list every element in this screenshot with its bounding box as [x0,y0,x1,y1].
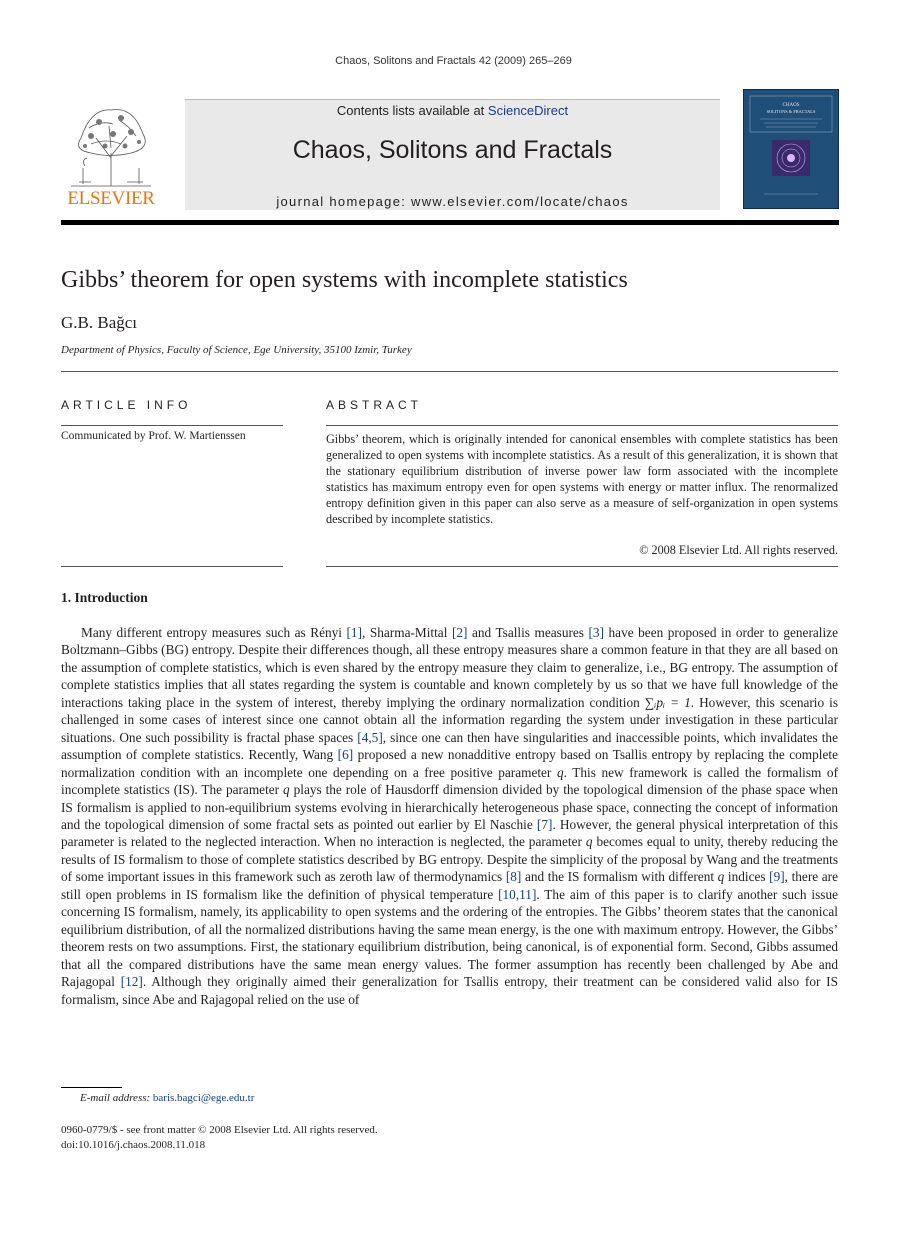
author-name: G.B. Bağcı [61,313,138,332]
introduction-heading: 1. Introduction [61,590,148,605]
body-text: . However, this scenario is challenged in some cases of interest since one cannot obtain all the information regarding the system under investigation in these particular situations. One such possibility is fractal phase spaces [61,694,839,745]
author-email-footnote [80,1092,254,1104]
parameter-q: q [283,782,290,798]
reference-link[interactable]: [8] [505,869,522,885]
elsevier-tree-icon [61,98,161,188]
cover-title-1: CHAOS [782,103,800,108]
body-text: . The aim of this paper is to clarify another such issue concerning IS formalism, namely, its applicability to open systems and the ordering of the entropies. The Gibbs’ theorem states that the canonical equilibrium distribution, of all the normalized distributions having the same mean energy, is the one with maximum entropy. However, the Gibbs’ theorem rests on two assumptions. First, the stationary equilibrium distribution, being canonical, is of exponential form. Second, Gibbs assumed that all the compared distributions have the same mean energy values. The former assumption has recently been challenged by Abe and Rajagopal [61,886,838,990]
normalization-formula: ∑ᵢpᵢ = 1 [644,694,691,710]
body-text: have been proposed in order to generalize Boltzmann–Gibbs (BG) entropy. Despite their differences though, all these entropy measures share a common feature in that they are all based on the assumption of complete statistics, which is even shared by the entropy measure they claim to generalize, i.e., BG entropy. The assumption of complete statistics implies that all states regarding the system is countable and known completely by us so that we have full knowledge of the interactions taking place in the system of interest, thereby implying the ordinary normalization condition [61,625,838,710]
author-affiliation: Department of Physics, Faculty of Science, Ege University, 35100 Izmir, Turkey [61,344,412,356]
reference-link[interactable]: [10,11] [498,886,537,902]
body-text: proposed a new nonadditive entropy based on Tsallis entropy by replacing the complete normalization condition with an incomplete one depending on a free positive parameter [61,747,838,780]
body-text: plays the role of Hausdorff dimension divided by the topological dimension of the phase space when IS formalism is applied to non-equilibrium systems evolving in hierarchically heterogeneous phase space, connecting the concept of information and the topological dimension of some fractal sets as pointed out earlier by El Naschie [61,782,838,832]
journal-cover-image[interactable] [743,89,839,209]
introduction-paragraph [61,624,838,1008]
body-text: , there are still open problems in IS formalism like the definition of physical temperature [61,869,838,902]
reference-link[interactable]: [1] [346,625,363,640]
masthead-divider [61,220,839,225]
parameter-q: q [556,764,564,780]
abstract-top-rule [326,425,838,426]
cover-artwork-icon [744,90,838,208]
article-info-bottom-rule [61,566,283,567]
cover-title-2: SOLITONS & FRACTALS [766,109,816,114]
reference-link[interactable]: [4,5] [357,729,383,745]
body-text: . This new framework is called the formalism of incomplete statistics (IS). The parameter [61,764,839,798]
abstract-text: Gibbs’ theorem, which is originally intended for canonical ensembles with complete statistics has been generalized to open systems with incomplete statistics. As a result of this generalization, it is shown that the stationary equilibrium distribution of inverse power law form associated with the incomplete statistics has maximum entropy even for open systems with energy or matter influx. The renormalized entropy definition given in this paper can also serve as a measure of self-organization in open systems described by incomplete statistics. [326,432,838,526]
body-text: . Although they originally aimed their generalization for Tsallis entropy, their treatment can be considered valid also for IS formalism, since Abe and Rajagopal relied on the use of [61,974,839,1007]
parameter-q: q [585,834,593,850]
article-info-top-rule [61,425,283,426]
reference-link[interactable]: [12] [120,974,143,990]
reference-link[interactable]: [6] [337,747,354,763]
journal-homepage-link[interactable]: journal homepage: www.elsevier.com/locate/chaos [276,194,629,209]
sciencedirect-link[interactable]: ScienceDirect [487,103,569,118]
author-email-link[interactable]: baris.bagci@ege.edu.tr [152,1092,255,1104]
elsevier-wordmark: ELSEVIER [67,188,155,209]
footnote-divider [61,1087,122,1088]
journal-title: Chaos, Solitons and Fractals [292,136,613,164]
body-text: Many different entropy measures such as Rényi [81,625,347,640]
reference-link[interactable]: [9] [769,869,785,885]
doi-line[interactable]: doi:10.1016/j.chaos.2008.11.018 [61,1139,206,1151]
body-text: becomes equal to unity, thereby reducing the results of IS formalism to those of complete statistics described by BG entropy. Despite the simplicity of the proposal by Wang and the treatments of some important issues in this framework such as zeroth law of thermodynamics [61,834,839,885]
body-text: . However, the general physical interpretation of this parameter is related to the neglected interaction. When no interaction is neglected, the parameter [61,816,838,850]
reference-link[interactable]: [3] [588,625,605,640]
title-divider [61,371,838,372]
communicated-by: Communicated by Prof. W. Martienssen [61,430,246,442]
issn-line: 0960-0779/$ - see front matter © 2008 Elsevier Ltd. All rights reserved. [61,1124,378,1136]
article-title: Gibbs’ theorem for open systems with incomplete statistics [61,267,628,293]
journal-masthead [185,99,720,210]
body-text: and the IS formalism with different [521,869,718,885]
contents-prefix: Contents lists available at [336,103,488,118]
abstract-bottom-rule [326,566,838,567]
email-label: E-mail address: [80,1092,153,1104]
body-text: indices [724,869,770,885]
reference-link[interactable]: [2] [451,625,468,640]
article-info-heading: ARTICLE INFO [61,398,192,412]
body-text: and Tsallis measures [467,625,589,640]
reference-link[interactable]: [7] [536,816,553,832]
body-text: , since one can then have singularities and inaccessible points, which invalidates the assumption of complete statistics. Recently, Wang [61,729,838,763]
elsevier-logo[interactable] [61,98,161,210]
abstract-heading: ABSTRACT [326,398,423,412]
body-text: , Sharma-Mittal [362,625,452,640]
running-head: Chaos, Solitons and Fractals 42 (2009) 265–269 [335,55,572,67]
abstract-copyright: © 2008 Elsevier Ltd. All rights reserved. [639,543,838,557]
parameter-q: q [717,869,725,885]
article-footer [61,1123,378,1153]
contents-availability [185,103,720,118]
